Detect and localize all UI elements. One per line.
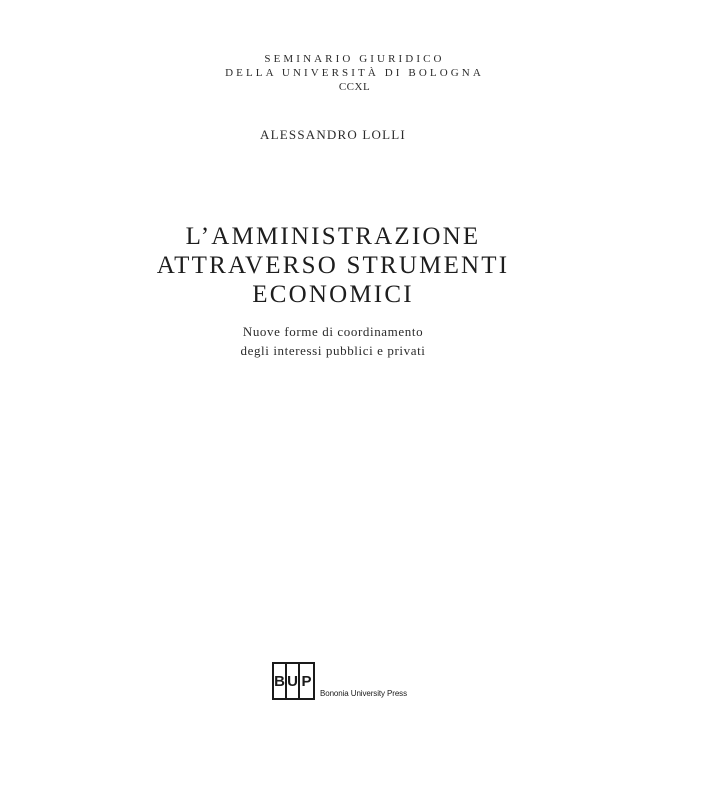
publisher-logo	[272, 662, 315, 700]
book-title	[0, 222, 666, 309]
series-name-line-2: DELLA UNIVERSITÀ DI BOLOGNA	[225, 67, 484, 79]
author-name: ALESSANDRO LOLLI	[260, 127, 406, 142]
book-subtitle-line-1: Nuove forme di coordinamento	[242, 324, 424, 339]
publisher-logo-letter-b: B	[274, 664, 287, 698]
series-volume-number: CCXL	[338, 81, 371, 93]
publisher-imprint	[272, 656, 407, 700]
publisher-name: Bononia University Press	[320, 689, 407, 698]
series-name-line-1: SEMINARIO GIURIDICO	[264, 53, 445, 65]
publisher-logo-letter-u: U	[287, 664, 300, 698]
publisher-logo-letter-p: P	[301, 672, 312, 690]
book-subtitle	[0, 322, 666, 360]
book-title-line-3: ECONOMICI	[252, 281, 414, 308]
book-title-line-1: L’AMMINISTRAZIONE	[185, 223, 481, 250]
series-heading	[0, 52, 709, 94]
book-title-line-2: ATTRAVERSO STRUMENTI	[156, 252, 510, 279]
book-subtitle-line-2: degli interessi pubblici e privati	[240, 343, 426, 358]
